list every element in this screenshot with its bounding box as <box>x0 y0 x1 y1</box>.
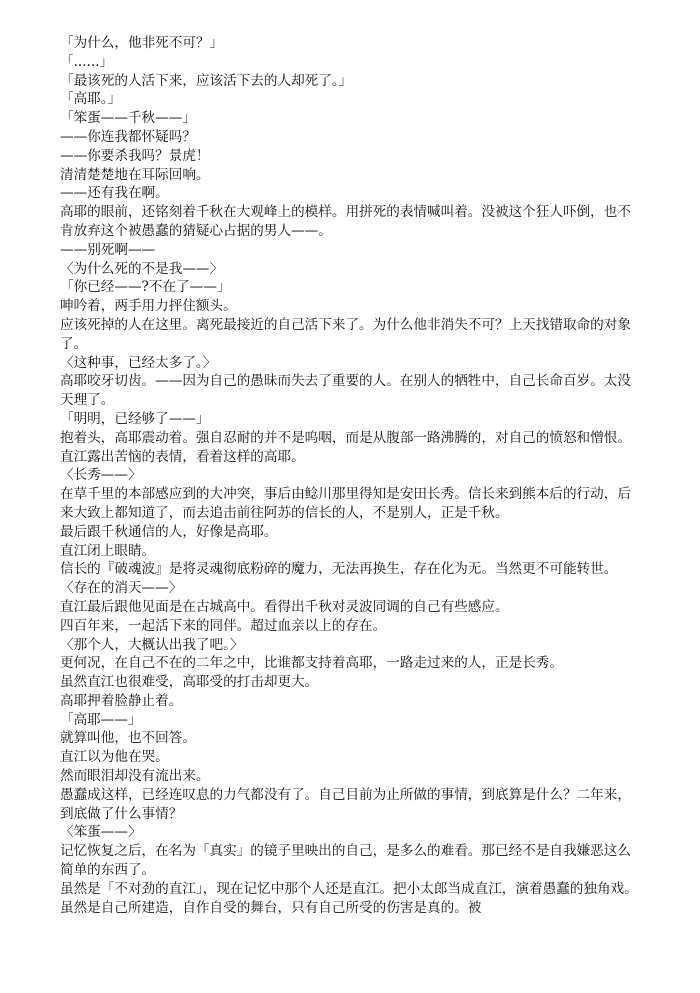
text-line: 然而眼泪却没有流出来。 <box>60 768 210 785</box>
text-line: 高耶的眼前，还铭刻着千秋在大观峰上的模样。用拼死的表情喊叫着。没被这个狂人吓倒，也不肯放弃这个被愚蠢的猜疑心占据的男人——。 <box>60 204 631 239</box>
text-line: 「你已经——?不在了——」 <box>60 279 231 296</box>
text-line: ——还有我在啊。 <box>60 185 169 202</box>
text-line: ——别死啊—— <box>60 241 156 258</box>
text-line: 在草千里的本部感应到的大冲突，事后由鲶川那里得知是安田长秀。信长来到熊本后的行动，后来大致上都知道了，而去追击前往阿苏的信长的人，不是别人，正是千秋。 <box>60 486 631 521</box>
text-line: 四百年来，一起活下来的同伴。超过血亲以上的存在。 <box>60 617 387 634</box>
document-body <box>60 34 638 917</box>
text-line: 高耶押着脸静止着。 <box>60 692 183 709</box>
text-line: 直江闭上眼睛。 <box>60 542 156 559</box>
text-line: 〈存在的消天——〉 <box>60 580 183 597</box>
text-line: 应该死掉的人在这里。离死最接近的自己活下来了。为什么他非消失不可？上天找错取命的对象了。 <box>60 316 631 352</box>
text-line: 「明明，已经够了——」 <box>60 410 210 427</box>
text-line: 高耶咬牙切齿。——因为自己的愚昧而失去了重要的人。在别人的牺牲中，自己长命百岁。太没天理了。 <box>60 373 631 409</box>
text-line: 「高耶。」 <box>60 91 122 108</box>
text-line: 愚蠢成这样，已经连叹息的力气都没有了。自己目前为止所做的事情，到底算是什么？二年来，到底做了什么事情？ <box>60 786 631 822</box>
text-line: 虽然是「不对劲的直江」，现在记忆中那个人还是直江。把小太郎当成直江，演着愚蠢的独角戏。虽然是自己所建造，自作自受的舞台，只有自己所受的伤害是真的。被 <box>60 880 638 916</box>
text-line: 直江露出苦恼的表情，看着这样的高耶。 <box>60 448 305 465</box>
text-line: 记忆恢复之后，在名为「真实」的镜子里映出的自己，是多么的难看。那已经不是自我嫌恶这么简单的东西了。 <box>60 843 631 879</box>
text-line: 〈为什么死的不是我——〉 <box>60 260 224 277</box>
text-line: 虽然直江也很难受，高耶受的打击却更大。 <box>60 674 319 691</box>
text-line: 〈长秀——〉 <box>60 467 142 484</box>
text-line: 〈那个人，大概认出我了吧。〉 <box>60 636 244 653</box>
text-line: 〈笨蛋——〉 <box>60 824 142 841</box>
text-line: 呻吟着，两手用力抨住额头。 <box>60 298 237 315</box>
text-line: 抱着头，高耶震动着。强自忍耐的并不是呜咽，而是从腹部一路沸腾的，对自己的愤怒和憎恨。 <box>60 429 631 446</box>
text-line: ——你要杀我吗？景虎！ <box>60 147 210 164</box>
text-line: 「......」 <box>60 53 114 70</box>
text-line: 直江以为他在哭。 <box>60 749 169 766</box>
text-line: 「高耶——」 <box>60 711 142 728</box>
text-line: 更何况，在自己不在的二年之中，比谁都支持着高耶，一路走过来的人，正是长秀。 <box>60 655 563 672</box>
text-line: 就算叫他，也不回答。 <box>60 730 196 747</box>
text-line: 「笨蛋——千秋——」 <box>60 110 196 127</box>
text-line: 信长的『破魂波』是将灵魂彻底粉碎的魔力，无法再换生，存在化为无。当然更不可能转世。 <box>60 561 618 578</box>
text-line: 〈这种事，已经太多了。〉 <box>60 354 217 371</box>
text-line: 清清楚楚地在耳际回响。 <box>60 166 210 183</box>
text-line: ——你连我都怀疑吗？ <box>60 128 196 145</box>
text-line: 「为什么，他非死不可？」 <box>60 35 224 51</box>
text-line: 直江最后跟他见面是在古城高中。看得出千秋对灵波同调的自己有些感应。 <box>60 598 509 615</box>
text-line: 「最该死的人活下来，应该活下去的人却死了。」 <box>60 72 353 89</box>
text-line: 最后跟千秋通信的人，好像是高耶。 <box>60 523 278 540</box>
